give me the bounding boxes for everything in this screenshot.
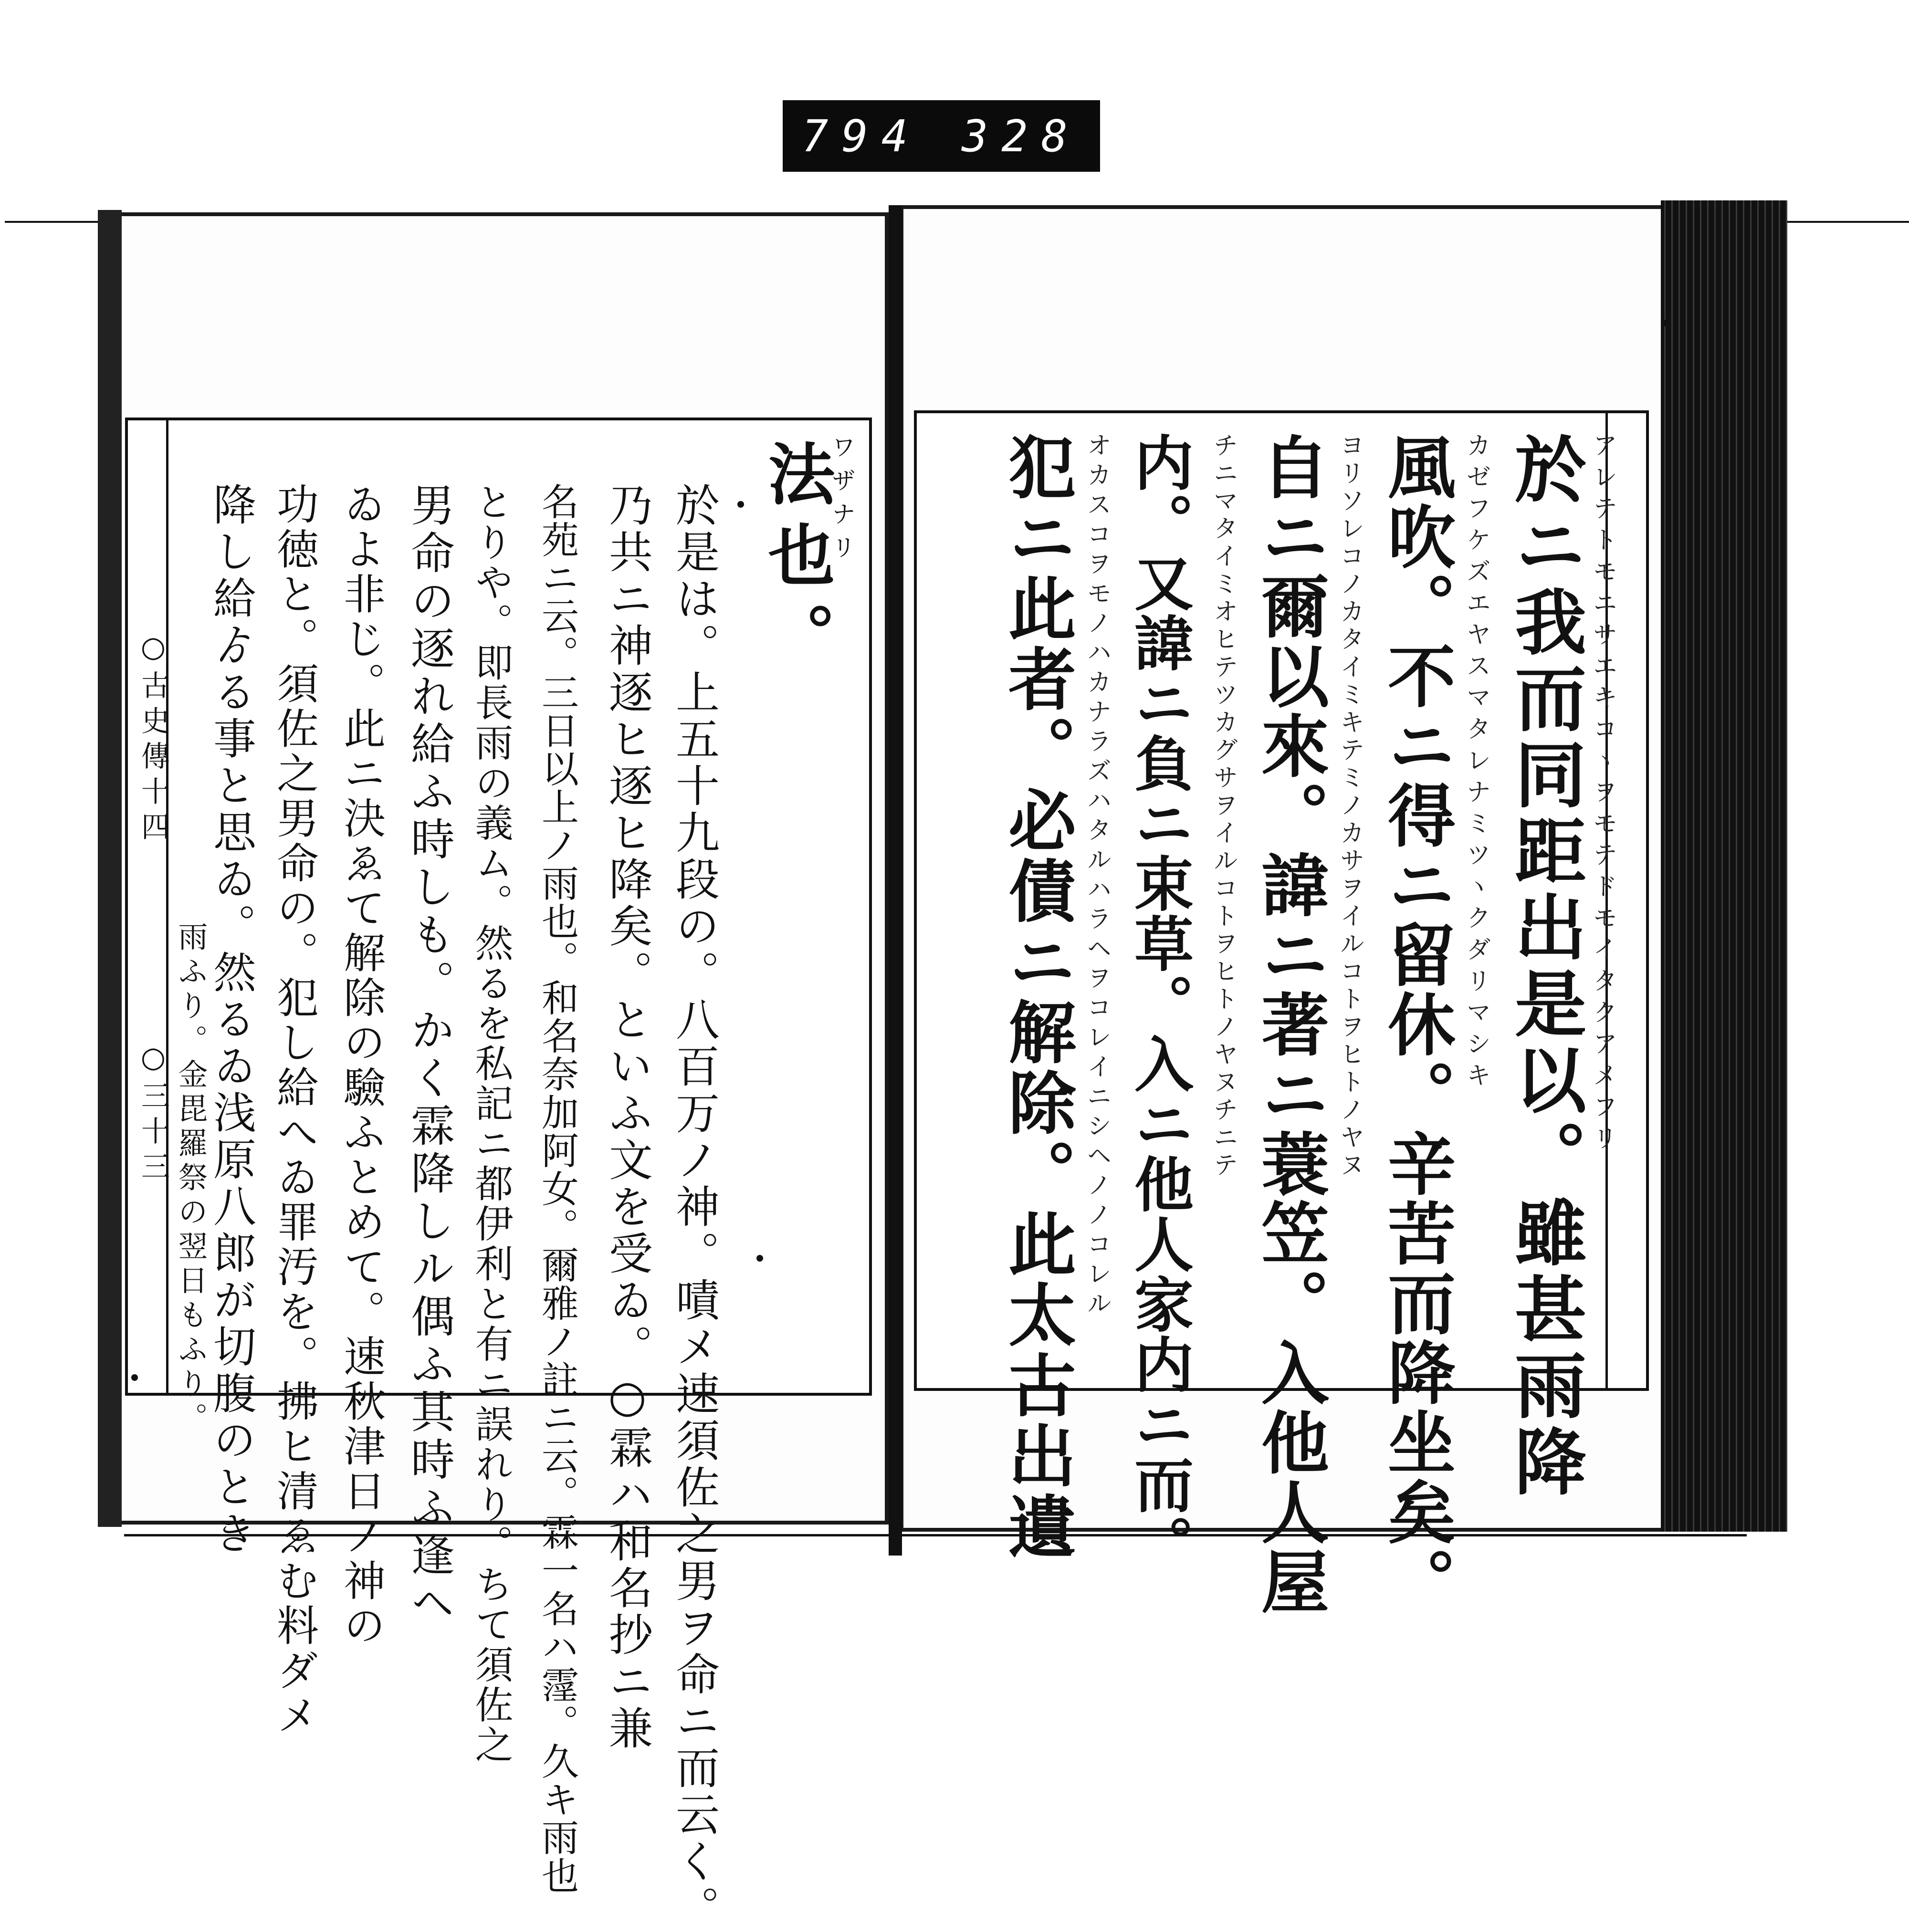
right-text-frame bbox=[914, 410, 1649, 1617]
section-title-reading: ワザナリ bbox=[828, 435, 856, 568]
kanbun-reading-4: チニマタイミオヒテツカグサヲイルコトヲヒトノヤヌチニテ bbox=[1209, 432, 1238, 1180]
catalog-number-left: 794 bbox=[802, 110, 922, 162]
book-title-margin: ○古史傳十四 bbox=[136, 630, 170, 847]
book-binding bbox=[889, 205, 902, 1556]
kanbun-reading-2: カゼフケズエヤスマタレナミツヽクダリマシキ bbox=[1462, 432, 1490, 1094]
body-column-2: 乃共ニ神逐ヒ逐ヒ降矣。といふ文を受ゐ。○霖ハ和名抄ニ兼 bbox=[602, 482, 653, 1752]
kanbun-column-5: 犯ニ此者。必債ニ解除。此太古出遺 bbox=[997, 432, 1076, 1562]
left-margin-rule bbox=[166, 420, 168, 1393]
catalog-label bbox=[783, 100, 1100, 172]
kanbun-column-2: 風吹。不ニ得ニ留休。辛苦而降坐矣。 bbox=[1376, 432, 1456, 1617]
scan-speck bbox=[737, 501, 744, 508]
kanbun-column-3: 自ニ爾以來。諱ニ著ニ蓑笠。入他人屋 bbox=[1250, 432, 1329, 1617]
section-title: 法也。 bbox=[757, 439, 835, 683]
catalog-number-right: 328 bbox=[961, 110, 1081, 162]
scan-speck bbox=[131, 1374, 138, 1381]
body-column-8: 降し給ゟる事と思ゐ。然るゐ浅原八郎が切腹のとき bbox=[206, 482, 256, 1558]
scan-speck bbox=[756, 1255, 763, 1262]
scan-speck bbox=[1661, 320, 1668, 326]
kanbun-reading-3: ヨリソレコノカタイミキテミノカサヲイルコトヲヒトノヤヌ bbox=[1335, 432, 1364, 1180]
body-column-3: 名苑ニ云。三日以上ノ雨也。和名奈加阿女。爾雅ノ註ニ云。霖一名ハ霪。久キ雨也 bbox=[535, 482, 578, 1895]
body-column-6: ゐよ非じ。此ニ決ゑて解除の驗ふとめて。速秋津日ノ神の bbox=[337, 482, 386, 1649]
kanbun-column-1: 於ニ我而同距出是以。雖甚雨降 bbox=[1502, 432, 1586, 1501]
left-page-spine bbox=[98, 210, 122, 1527]
kanbun-reading-5: オカスコヲモノハカナラズハタルハラヘヲコレイニシヘノノコレル bbox=[1082, 432, 1111, 1320]
body-column-9: 雨ふり。金毘羅祭の翌日もふり。 bbox=[173, 921, 208, 1437]
body-column-7: 功徳と。須佐之男命の。犯し給へゐ罪汚を。拂ヒ清ゑむ料ダメ bbox=[270, 482, 319, 1738]
kanbun-reading-1: アレテトモニサエキコヽヲモテドモイタクアメフリ bbox=[1588, 432, 1617, 1157]
left-text-frame bbox=[125, 418, 872, 1932]
kanbun-column-4: 内。又諱ニ負ニ束草。入ニ他人家内ニ而。 bbox=[1124, 432, 1194, 1575]
page-edge-stack bbox=[1661, 200, 1787, 1532]
body-column-5: 男命の逐れ給ふ時しも。かく霖降しル偶ふ其時ふ逢ヘ bbox=[404, 482, 455, 1628]
page-number-margin: ○三十三 bbox=[136, 1041, 170, 1187]
body-column-1: 於是は。上五十九段の。八百万ノ神。嘖メ速須佐之男ヲ命ニ而云く。 bbox=[669, 482, 720, 1932]
body-column-4: とりや。即長雨の義ム。然るを私記ニ都伊利と有ニ誤れり。ちて須佐之 bbox=[469, 482, 513, 1765]
